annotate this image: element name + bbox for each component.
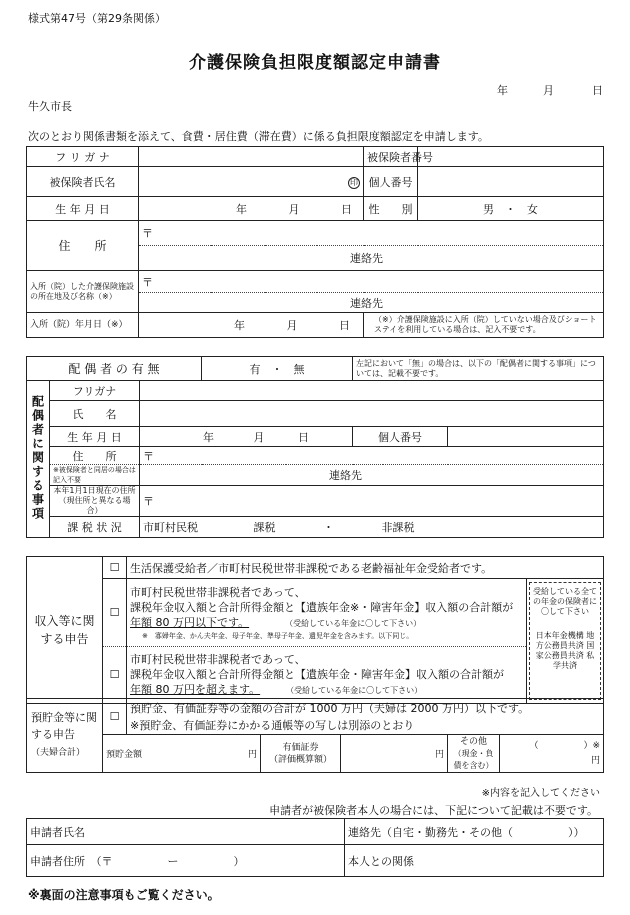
sex-options[interactable]: 男 ・ 女 [418, 197, 604, 221]
savings-table [26, 698, 604, 773]
requester-table [26, 818, 604, 877]
savings-line2: ※預貯金、有価証券にかかる通帳等の写しは別添のとおり [127, 717, 604, 735]
insured-number-boxes[interactable] [418, 147, 604, 167]
spouse-name-input[interactable] [140, 401, 604, 427]
requester-name-label: 申請者氏名 [27, 819, 345, 845]
spouse-presence-note: 左記において「無」の場合は、以下の「配偶者に関する事項」については、記載不要です。 [353, 357, 604, 381]
income-opt2-check[interactable]: ☐ [103, 579, 127, 647]
spouse-tax-options[interactable]: 市町村民税 課税 ・ 非課税 [140, 517, 604, 538]
savings-securities-input[interactable]: 円 [341, 735, 448, 773]
spouse-jan-address-input[interactable]: 〒 [140, 486, 604, 517]
savings-deposit[interactable]: 預貯金額 円 [103, 735, 261, 773]
spouse-jan-address-label: 本年1月1日現在の住所（現住所と異なる場合） [50, 486, 140, 517]
spouse-address-note: ※被保険者と同居の場合は記入不要 [50, 465, 140, 486]
spouse-address-input[interactable]: 〒 [140, 447, 604, 465]
requester-contact-label: 連絡先（自宅・勤務先・その他（ ）） [345, 819, 604, 845]
savings-securities-label: 有価証券 （評価概算額） [261, 735, 341, 773]
facility-label: 入所（院）した介護保険施設の所在地及び名称（※） [27, 271, 139, 313]
facility-contact[interactable]: 連絡先 [139, 293, 604, 313]
income-side-box: 受給している全ての年金の保険者に〇して下さい 日本年金機構 地方公務員共済 国家公務員共済 私学共済 [529, 582, 601, 700]
birth-label: 生 年 月 日 [27, 197, 139, 221]
address-input[interactable]: 〒 [139, 221, 604, 246]
income-opt1-text: 生活保護受給者／市町村民税世帯非課税である老齢福祉年金受給者です。 [127, 557, 604, 579]
savings-label: 預貯金等に関する申告 （夫婦合計） [27, 699, 103, 773]
spouse-address-contact[interactable]: 連絡先 [140, 465, 604, 486]
spouse-personal-number-label: 個人番号 [353, 427, 448, 447]
spouse-table [26, 356, 604, 538]
personal-number-boxes[interactable] [418, 167, 604, 197]
savings-other-label: その他 （現金・負債を含む） [448, 735, 500, 773]
income-opt1-check[interactable]: ☐ [103, 557, 127, 579]
date-day: 日 [592, 84, 603, 97]
personal-number-label: 個人番号 [364, 167, 418, 197]
spouse-personal-number-boxes[interactable] [448, 427, 604, 447]
spouse-name-label: 氏 名 [50, 401, 140, 427]
insured-name-label: 被保険者氏名 [27, 167, 139, 197]
seal-icon: 印 [350, 177, 358, 187]
savings-other-input[interactable]: （ ）※ 円 [500, 735, 604, 773]
spouse-presence-options[interactable]: 有 ・ 無 [202, 357, 353, 381]
page-title: 介護保険負担限度額認定申請書 [189, 53, 441, 73]
spouse-address-label: 住 所 [50, 447, 140, 465]
spouse-tax-label: 課 税 状 況 [50, 517, 140, 538]
spouse-furigana-input[interactable] [140, 381, 604, 401]
spouse-furigana-label: フリガナ [50, 381, 140, 401]
income-opt2-text: 市町村民税世帯非課税者であって、 課税年金収入額と合計所得金額と【遺族年金※・障害年金】収入額の合計額が 年額 80 万円以下です。 （受給している年金に〇して下さい） ※ 寡婦年金、かん夫年金、母子年金、準母子年金、遺児年金を含みます。以下同じ。 [127, 579, 527, 647]
savings-check[interactable]: ☐ [103, 699, 127, 735]
note-fill: ※内容を記入してください [481, 788, 600, 799]
birth-input[interactable]: 年 月 日 [139, 197, 364, 221]
note-self: 申請者が被保険者本人の場合には、下記について記載は不要です。 [269, 804, 598, 817]
facility-input[interactable]: 〒 [139, 271, 604, 293]
income-table [26, 556, 604, 704]
income-opt3-text: 市町村民税世帯非課税者であって、 課税年金収入額と合計所得金額と【遺族年金・障害年金】収入額の合計額が 年額 80 万円を超えます。 （受給している年金に〇して下さい） [127, 646, 527, 703]
address-contact[interactable]: 連絡先 [139, 246, 604, 271]
intro-text: 次のとおり関係書類を添えて、食費・居住費（滞在費）に係る負担限度額認定を申請します。 [28, 130, 489, 143]
requester-relation-label: 本人との関係 [345, 845, 604, 877]
date-year: 年 [497, 84, 508, 97]
admission-label: 入所（院）年月日（※） [27, 313, 139, 338]
income-label: 収入等に関する申告 [27, 557, 103, 704]
spouse-presence-label: 配 偶 者 の 有 無 [27, 357, 202, 381]
admission-note: （※）介護保険施設に入所（院）していない場合及びショートステイを利用している場合は、記入不要です。 [364, 313, 604, 338]
income-opt3-check[interactable]: ☐ [103, 646, 127, 703]
spouse-birth-label: 生 年 月 日 [50, 427, 140, 447]
spouse-section-label: 配偶者に関する事項 [27, 381, 50, 538]
income-side-panel [527, 579, 604, 704]
spouse-birth-input[interactable]: 年 月 日 [140, 427, 353, 447]
address-label: 住 所 [27, 221, 139, 271]
insured-number-label: 被保険者番号 [364, 147, 418, 167]
addressee: 牛久市長 [28, 100, 72, 113]
applicant-table [26, 146, 604, 338]
requester-address-label: 申請者住所 （〒 ー ） [27, 845, 345, 877]
sex-label: 性 別 [364, 197, 418, 221]
furigana-label: フ リ ガ ナ [27, 147, 139, 167]
date-month: 月 [543, 84, 554, 97]
footer-note: ※裏面の注意事項もご覧ください。 [28, 888, 220, 902]
admission-input[interactable]: 年 月 日 [139, 313, 364, 338]
form-number: 様式第47号（第29条関係） [28, 12, 166, 25]
savings-line1: 預貯金、有価証券等の金額の合計が 1000 万円（夫婦は 2000 万円）以下です。 [127, 699, 604, 717]
insured-name-input[interactable] [139, 167, 364, 197]
furigana-input[interactable] [139, 147, 364, 167]
